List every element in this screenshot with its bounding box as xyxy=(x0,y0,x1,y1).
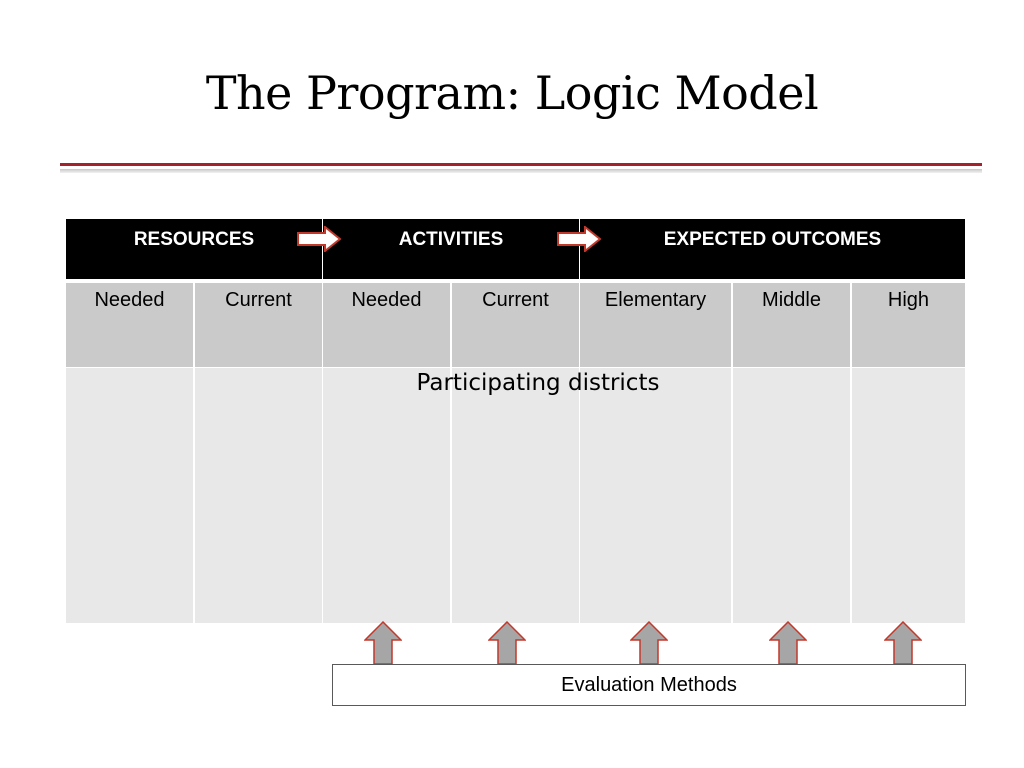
header-expected-outcomes: EXPECTED OUTCOMES xyxy=(580,219,965,279)
right-arrow-icon xyxy=(557,226,601,252)
up-arrow-icon xyxy=(364,621,402,665)
title-divider-red xyxy=(60,163,982,166)
subheader-outcomes-high: High xyxy=(852,283,965,367)
title-divider-shadow xyxy=(60,169,982,173)
up-arrow-icon xyxy=(630,621,668,665)
header-resources: RESOURCES xyxy=(66,219,322,279)
right-arrow-icon xyxy=(297,226,341,252)
body-cell xyxy=(66,368,193,623)
subheader-activities-current: Current xyxy=(452,283,579,367)
subheader-outcomes-middle: Middle xyxy=(733,283,850,367)
evaluation-methods-box: Evaluation Methods xyxy=(332,664,966,706)
subheader-outcomes-elementary: Elementary xyxy=(580,283,731,367)
participating-districts-label: Participating districts xyxy=(416,370,660,396)
body-cell xyxy=(852,368,965,623)
up-arrow-icon xyxy=(769,621,807,665)
body-cell xyxy=(195,368,322,623)
body-cell xyxy=(452,368,579,623)
header-activities: ACTIVITIES xyxy=(323,219,579,279)
subheader-activities-needed: Needed xyxy=(323,283,450,367)
body-cell xyxy=(323,368,450,623)
up-arrow-icon xyxy=(884,621,922,665)
body-cell xyxy=(580,368,731,623)
subheader-resources-current: Current xyxy=(195,283,322,367)
slide-title: The Program: Logic Model xyxy=(205,66,819,120)
subheader-resources-needed: Needed xyxy=(66,283,193,367)
up-arrow-icon xyxy=(488,621,526,665)
body-cell xyxy=(733,368,850,623)
